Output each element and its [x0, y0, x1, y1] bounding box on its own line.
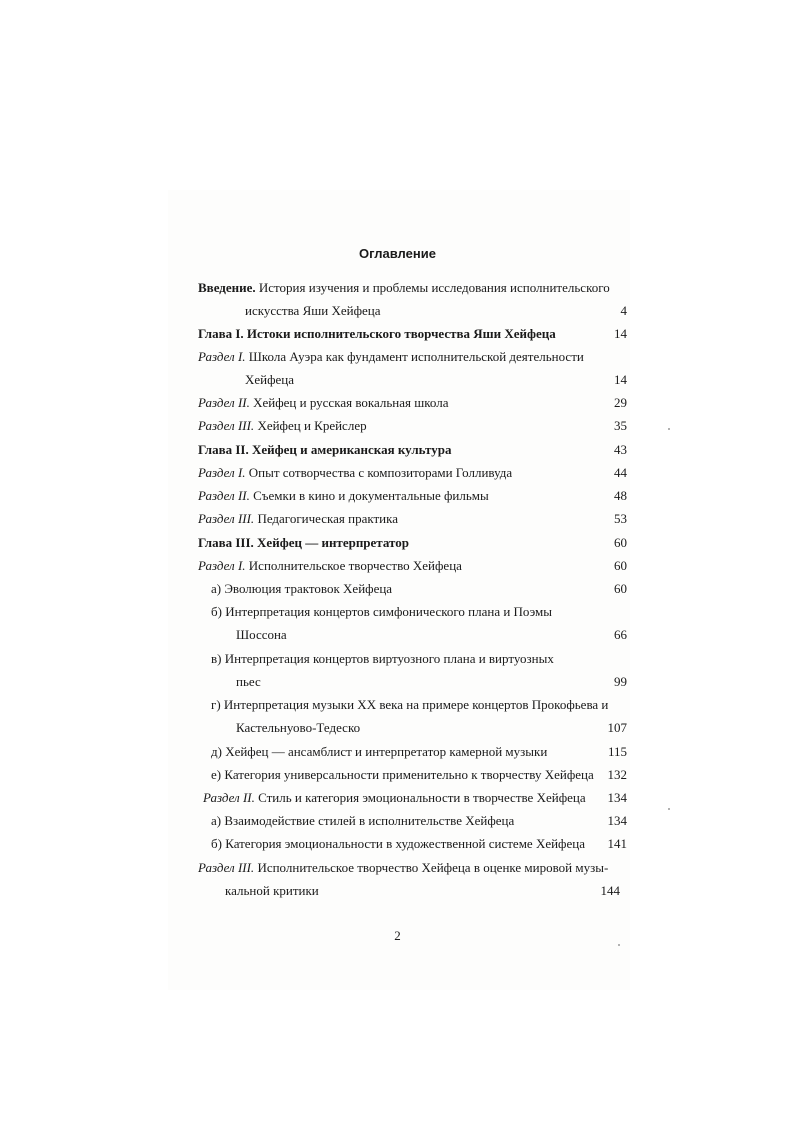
toc-entry-text: История изучения и проблемы исследования исполнительского	[255, 280, 610, 295]
toc-entry	[211, 651, 554, 667]
toc-entry-label: Раздел II.	[198, 395, 250, 410]
toc-page-number: 66	[614, 627, 627, 642]
toc-entry	[236, 627, 287, 643]
toc-entry-text: Школа Ауэра как фундамент исполнительской деятельности	[245, 349, 584, 364]
toc-entry	[211, 604, 552, 620]
toc-entry	[198, 418, 367, 434]
toc-page-number: 115	[607, 744, 627, 759]
toc-entry	[236, 720, 360, 736]
toc-entry-text: Опыт сотворчества с композиторами Голливуда	[245, 465, 513, 480]
toc-entry	[198, 395, 449, 411]
toc-entry	[198, 465, 512, 481]
toc-entry-text: б) Интерпретация концертов симфонического плана и Поэмы	[211, 604, 553, 619]
toc-entry-label: Раздел II.	[198, 488, 250, 503]
toc-entry	[198, 535, 409, 551]
toc-page-number: 14	[614, 372, 627, 387]
toc-page-number: 44	[614, 465, 627, 480]
toc-entry-text: Глава II. Хейфец и американская культура	[198, 442, 452, 457]
toc-page-number: 144	[600, 883, 620, 898]
toc-entry	[198, 558, 462, 574]
toc-entry-text: Хейфец и Крейслер	[254, 418, 367, 433]
toc-entry	[211, 813, 514, 829]
toc-entry	[211, 744, 547, 760]
toc-page-number: 35	[614, 418, 627, 433]
toc-entry-text: д) Хейфец — ансамблист и интерпретатор камерной музыки	[211, 744, 548, 759]
toc-entry-text: Съемки в кино и документальные фильмы	[249, 488, 489, 503]
toc-entry-label: Раздел I.	[198, 465, 246, 480]
toc-page-number: 107	[607, 720, 627, 735]
toc-entry	[198, 349, 584, 365]
toc-entry-text: Педагогическая практика	[254, 511, 399, 526]
toc-page-number: 53	[614, 511, 627, 526]
toc-entry	[198, 326, 556, 342]
toc-entry-text: кальной критики	[225, 883, 319, 898]
toc-page-number: 43	[614, 442, 627, 457]
toc-entry-label: Раздел I.	[198, 349, 246, 364]
toc-entry-text: в) Интерпретация концертов виртуозного плана и виртуозных	[211, 651, 554, 666]
toc-entry	[211, 697, 608, 713]
toc-entry-text: Глава I. Истоки исполнительского творчества Яши Хейфеца	[198, 326, 556, 341]
toc-page-number: 48	[614, 488, 627, 503]
toc-entry-text: пьес	[236, 674, 261, 689]
toc-entry-label: Раздел I.	[198, 558, 246, 573]
toc-entry	[198, 280, 610, 296]
toc-entry-label: Раздел II.	[203, 790, 255, 805]
toc-page-number: 141	[607, 836, 627, 851]
toc-entry	[203, 790, 586, 806]
toc-entry-text: Хейфеца	[245, 372, 295, 387]
toc-entry-text: е) Категория универсальности применительно к творчеству Хейфеца	[211, 767, 594, 782]
page-number: 2	[394, 928, 401, 943]
toc-entry	[198, 488, 489, 504]
toc-entry-label: Введение.	[198, 280, 256, 295]
toc-entry-text: Исполнительское творчество Хейфеца в оценке мировой музы-	[254, 860, 609, 875]
toc-entry-text: б) Категория эмоциональности в художественной системе Хейфеца	[211, 836, 585, 851]
toc-page-number: 29	[614, 395, 627, 410]
toc-page-number: 134	[607, 790, 627, 805]
toc-entry	[211, 836, 585, 852]
toc-page-number: 4	[620, 303, 627, 318]
toc-entry-text: Стиль и категория эмоциональности в творчестве Хейфеца	[254, 790, 586, 805]
toc-entry-text: Кастельнуово-Тедеско	[236, 720, 361, 735]
toc-entry	[211, 767, 594, 783]
toc-page-number: 60	[614, 581, 627, 596]
toc-entry-text: г) Интерпретация музыки XX века на примере концертов Прокофьева и	[211, 697, 609, 712]
toc-entry	[198, 511, 398, 527]
toc-entry-text: Хейфец и русская вокальная школа	[249, 395, 449, 410]
scan-speck	[618, 944, 620, 946]
toc-entry-text: Глава III. Хейфец — интерпретатор	[198, 535, 409, 550]
toc-entry-text: Шоссона	[236, 627, 287, 642]
toc-page-number: 60	[614, 535, 627, 550]
scan-speck	[668, 808, 670, 810]
toc-entry-text: искусства Яши Хейфеца	[245, 303, 381, 318]
toc-entry	[211, 581, 392, 597]
toc-entry	[245, 372, 294, 388]
toc-entry-text: а) Взаимодействие стилей в исполнительстве Хейфеца	[211, 813, 515, 828]
toc-page-number: 99	[614, 674, 627, 689]
toc-page-number: 132	[607, 767, 627, 782]
toc-entry-text: Исполнительское творчество Хейфеца	[245, 558, 462, 573]
toc-page-number: 60	[614, 558, 627, 573]
toc-entry-text: а) Эволюция трактовок Хейфеца	[211, 581, 393, 596]
toc-entry	[198, 442, 451, 458]
toc-entry	[236, 674, 261, 690]
toc-page-number: 14	[614, 326, 627, 341]
toc-page-number: 134	[607, 813, 627, 828]
page-title: Оглавление	[359, 246, 436, 261]
toc-entry	[198, 860, 608, 876]
toc-entry	[245, 303, 381, 319]
toc-entry-label: Раздел III.	[198, 511, 255, 526]
toc-entry-label: Раздел III.	[198, 418, 255, 433]
scan-speck	[668, 428, 670, 430]
toc-entry-label: Раздел III.	[198, 860, 255, 875]
toc-entry	[225, 883, 319, 899]
